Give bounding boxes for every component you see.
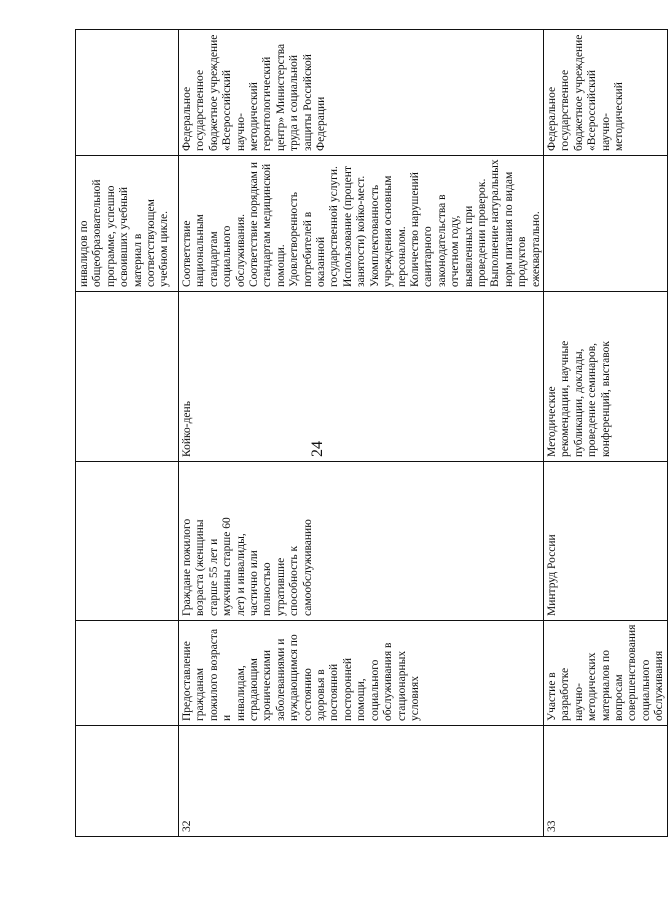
service-name-cell: Предоставление гражданам пожилого возраста и инвалидам, страдающим хроническими заболеваниями и нуждающимся по состоянию здоровья в постоянной посторонней помощи, социального обслуживания в стационарных условиях [179,621,544,726]
page-number: 24 [309,441,326,457]
table-row [179,30,544,837]
row-number-cell [76,726,179,837]
executor-cell: Федеральное государственное бюджетное учреждение «Всероссийский научно- методический [543,30,667,156]
service-name-cell: Участие в разработке научно-методических материалов по вопросам совершенствования социального обслуживания [543,621,667,726]
row-number-cell: 32 [179,726,544,837]
recipients-cell: Минтруд России [543,462,667,621]
executor-cell [76,30,179,156]
indicators-cell [543,156,667,292]
rotated-table-container [75,30,666,837]
recipients-cell [76,462,179,621]
service-name-cell [76,621,179,726]
services-table [75,29,668,837]
table-row [76,30,179,837]
unit-cell [76,292,179,462]
unit-cell: Методические рекомендации, научные публикации, доклады, проведение семинаров, конференций, выставок [543,292,667,462]
indicators-cell: Соответствие национальным стандартам социального обслуживания. Соответствие порядкам и стандартам медицинской помощи. Удовлетворенность потребителей в оказанной государственной услуги. Использование (процент занятости) койко-мест. Укомплектованность учреждения основным персоналом. Количество нарушений санитарного законодательства в отчетном году, выявленных при проведении проверок. Выполнение натуральных норм питания по видам продуктов ежеквартально. [179,156,544,292]
indicators-cell: инвалидов по общеобразовательной программе, успешно освоивших учебный материал в соответствующем учебном цикле. [76,156,179,292]
row-number-cell: 33 [543,726,667,837]
unit-cell: Койко-день [179,292,544,462]
recipients-cell: Граждане пожилого возраста (женщины старше 55 лет и мужчины старше 60 лет) и инвалиды, частично или полностью утратившие способность к самообслуживанию [179,462,544,621]
table-row [543,30,667,837]
executor-cell: Федеральное государственное бюджетное учреждение «Всероссийский научно- методический геронтологический центр» Министерства труда и социальной защиты Российской Федерации [179,30,544,156]
